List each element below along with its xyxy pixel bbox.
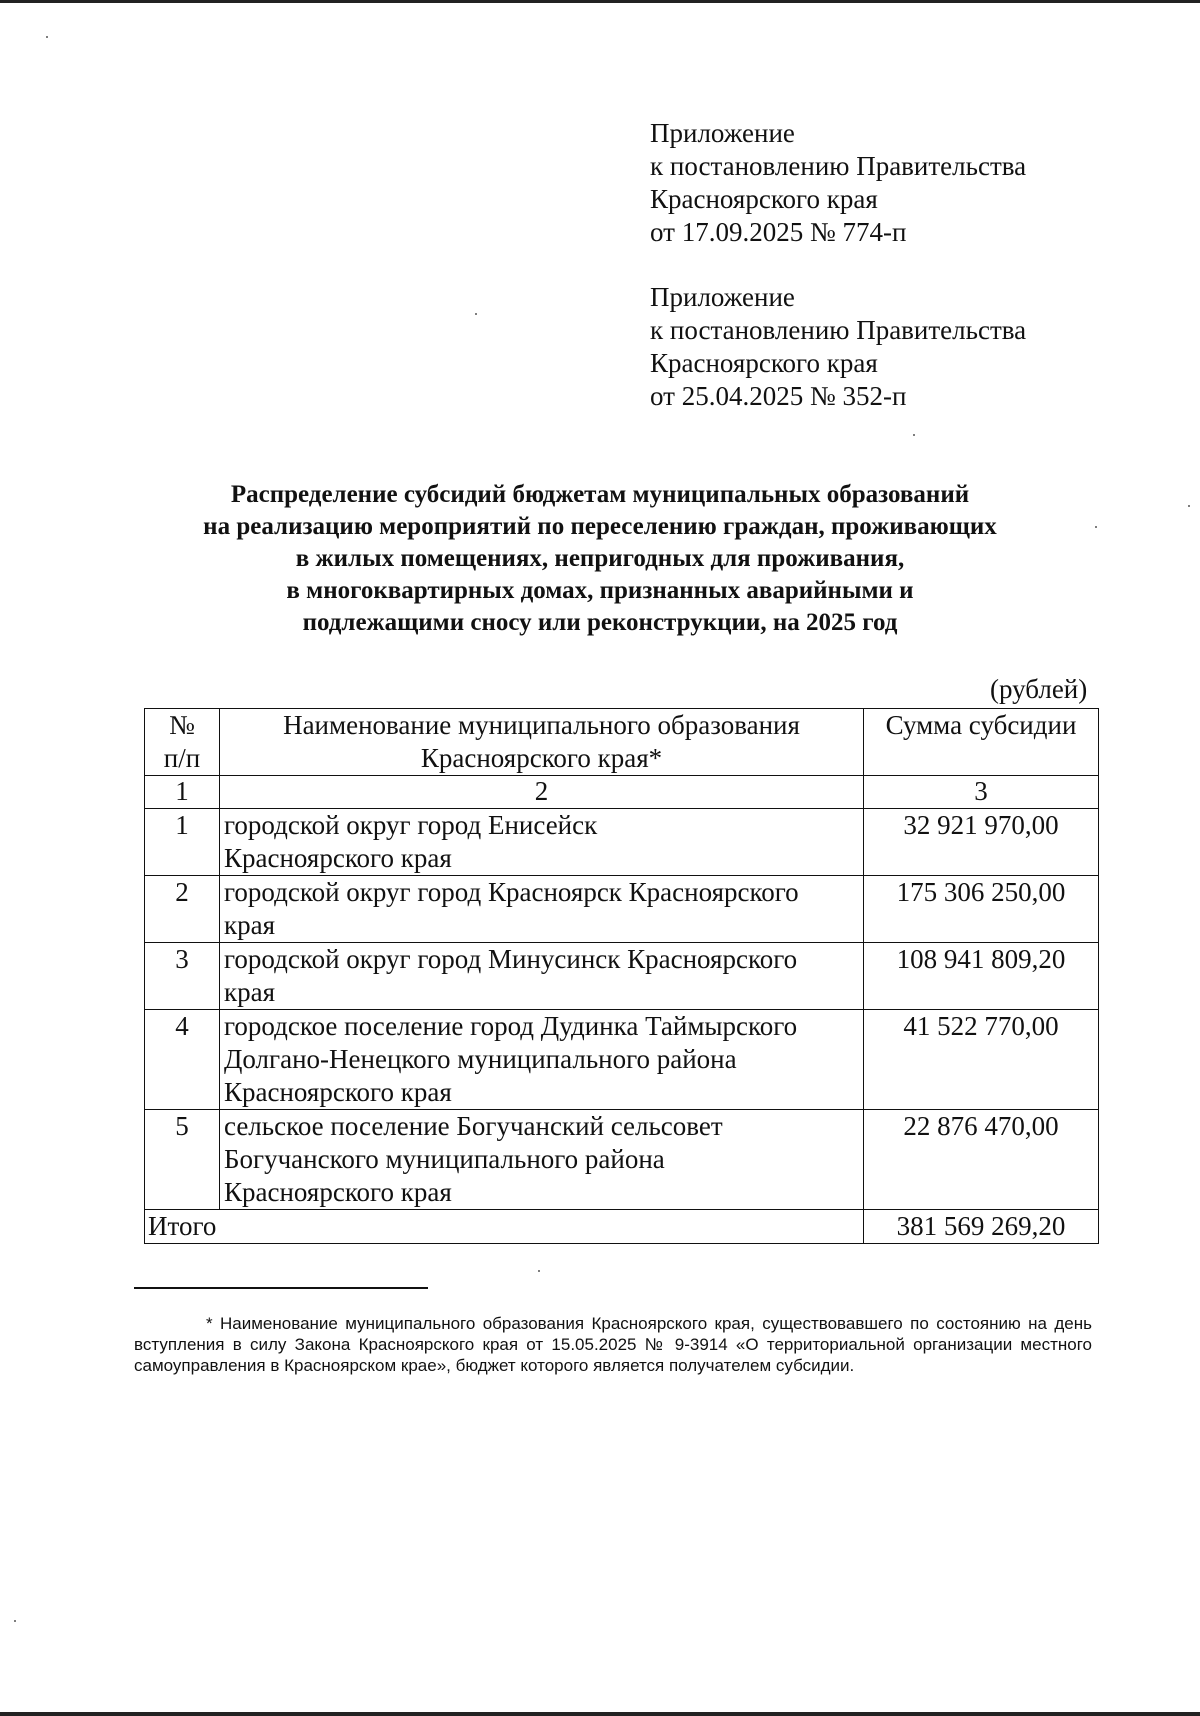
column-index-cell: 3 xyxy=(864,776,1099,809)
title-line: Распределение субсидий бюджетам муниципальных образований xyxy=(230,481,970,508)
municipality-name-line: Долгано-Ненецкого муниципального района xyxy=(224,1044,737,1074)
total-row xyxy=(145,1210,1099,1244)
column-index-row xyxy=(145,776,1099,809)
table-row xyxy=(145,1010,1099,1110)
appendix-line: Красноярского края xyxy=(650,348,878,378)
total-sum: 381 569 269,20 xyxy=(864,1210,1099,1244)
appendix-line: Приложение xyxy=(650,118,795,148)
municipality-name-line: Красноярского края xyxy=(224,1177,452,1207)
municipality-name-line: сельское поселение Богучанский сельсовет xyxy=(224,1111,723,1141)
table-header-row xyxy=(145,709,1099,776)
municipality-name-line: Красноярского края xyxy=(224,1077,452,1107)
row-number: 2 xyxy=(145,876,220,943)
header-name xyxy=(220,709,864,776)
page-top-border xyxy=(0,0,1200,3)
row-number: 4 xyxy=(145,1010,220,1110)
municipality-name-line: городское поселение город Дудинка Таймырского xyxy=(224,1011,798,1041)
table-row xyxy=(145,876,1099,943)
municipality-name xyxy=(220,1110,864,1210)
header-name-line: Красноярского края* xyxy=(420,743,663,773)
subsidy-amount: 41 522 770,00 xyxy=(864,1010,1099,1110)
footnote-separator xyxy=(134,1287,428,1289)
title-line: в жилых помещениях, непригодных для проживания, xyxy=(295,545,905,572)
appendix-line: Красноярского края xyxy=(650,184,878,214)
municipality-name-line: городской округ город Красноярск Красноярского xyxy=(224,877,799,907)
municipality-name xyxy=(220,943,864,1010)
header-name-line: Наименование муниципального образования xyxy=(283,710,800,740)
appendix-header-original xyxy=(650,281,1026,413)
row-number: 3 xyxy=(145,943,220,1010)
municipality-name-line: городской округ город Минусинск Красноярского xyxy=(224,944,798,974)
footnote: * Наименование муниципального образования Красноярского края, существовавшего по состоянию на день вступления в силу Закона Красноярского края от 15.05.2025 № 9-3914 «О территориальной организации местного самоуправления в Красноярском крае», бюджет которого является получателем субсидии. xyxy=(134,1314,1092,1375)
subsidy-table xyxy=(144,708,1099,1244)
appendix-line: Приложение xyxy=(650,282,795,312)
subsidy-amount: 22 876 470,00 xyxy=(864,1110,1099,1210)
municipality-name-line: Красноярского края xyxy=(224,843,452,873)
appendix-line: от 25.04.2025 № 352-п xyxy=(650,381,907,411)
scan-speck xyxy=(538,1270,540,1272)
subsidy-amount: 32 921 970,00 xyxy=(864,809,1099,876)
municipality-name xyxy=(220,1010,864,1110)
table-row xyxy=(145,1110,1099,1210)
title-line: на реализацию мероприятий по переселению граждан, проживающих xyxy=(203,513,997,540)
units-label: (рублей) xyxy=(990,674,1088,704)
appendix-header-current xyxy=(650,117,1026,249)
municipality-name xyxy=(220,876,864,943)
subsidy-amount: 175 306 250,00 xyxy=(864,876,1099,943)
table-row xyxy=(145,809,1099,876)
title-line: подлежащими сносу или реконструкции, на 2025 год xyxy=(302,609,898,636)
scan-speck xyxy=(1188,505,1190,507)
page-bottom-border xyxy=(0,1712,1200,1716)
column-index-cell: 2 xyxy=(220,776,864,809)
header-number-line: № xyxy=(169,710,195,740)
header-number xyxy=(145,709,220,776)
scan-speck xyxy=(46,36,48,38)
municipality-name-line: городской округ город Енисейск xyxy=(224,810,598,840)
municipality-name xyxy=(220,809,864,876)
row-number: 1 xyxy=(145,809,220,876)
row-number: 5 xyxy=(145,1110,220,1210)
header-sum: Сумма субсидии xyxy=(864,709,1099,776)
appendix-line: к постановлению Правительства xyxy=(650,151,1027,181)
appendix-line: к постановлению Правительства xyxy=(650,315,1027,345)
subsidy-amount: 108 941 809,20 xyxy=(864,943,1099,1010)
total-label: Итого xyxy=(145,1210,864,1244)
municipality-name-line: края xyxy=(224,977,276,1007)
header-number-line: п/п xyxy=(163,743,201,773)
table-row xyxy=(145,943,1099,1010)
appendix-line: от 17.09.2025 № 774-п xyxy=(650,217,907,247)
scan-speck xyxy=(1095,526,1097,528)
column-index-cell: 1 xyxy=(145,776,220,809)
scan-speck xyxy=(475,313,477,315)
municipality-name-line: края xyxy=(224,910,276,940)
title-line: в многоквартирных домах, признанных аварийными и xyxy=(286,577,914,604)
scan-speck xyxy=(14,1620,16,1622)
scan-speck xyxy=(913,434,915,436)
document-title xyxy=(120,479,1080,639)
municipality-name-line: Богучанского муниципального района xyxy=(224,1144,665,1174)
